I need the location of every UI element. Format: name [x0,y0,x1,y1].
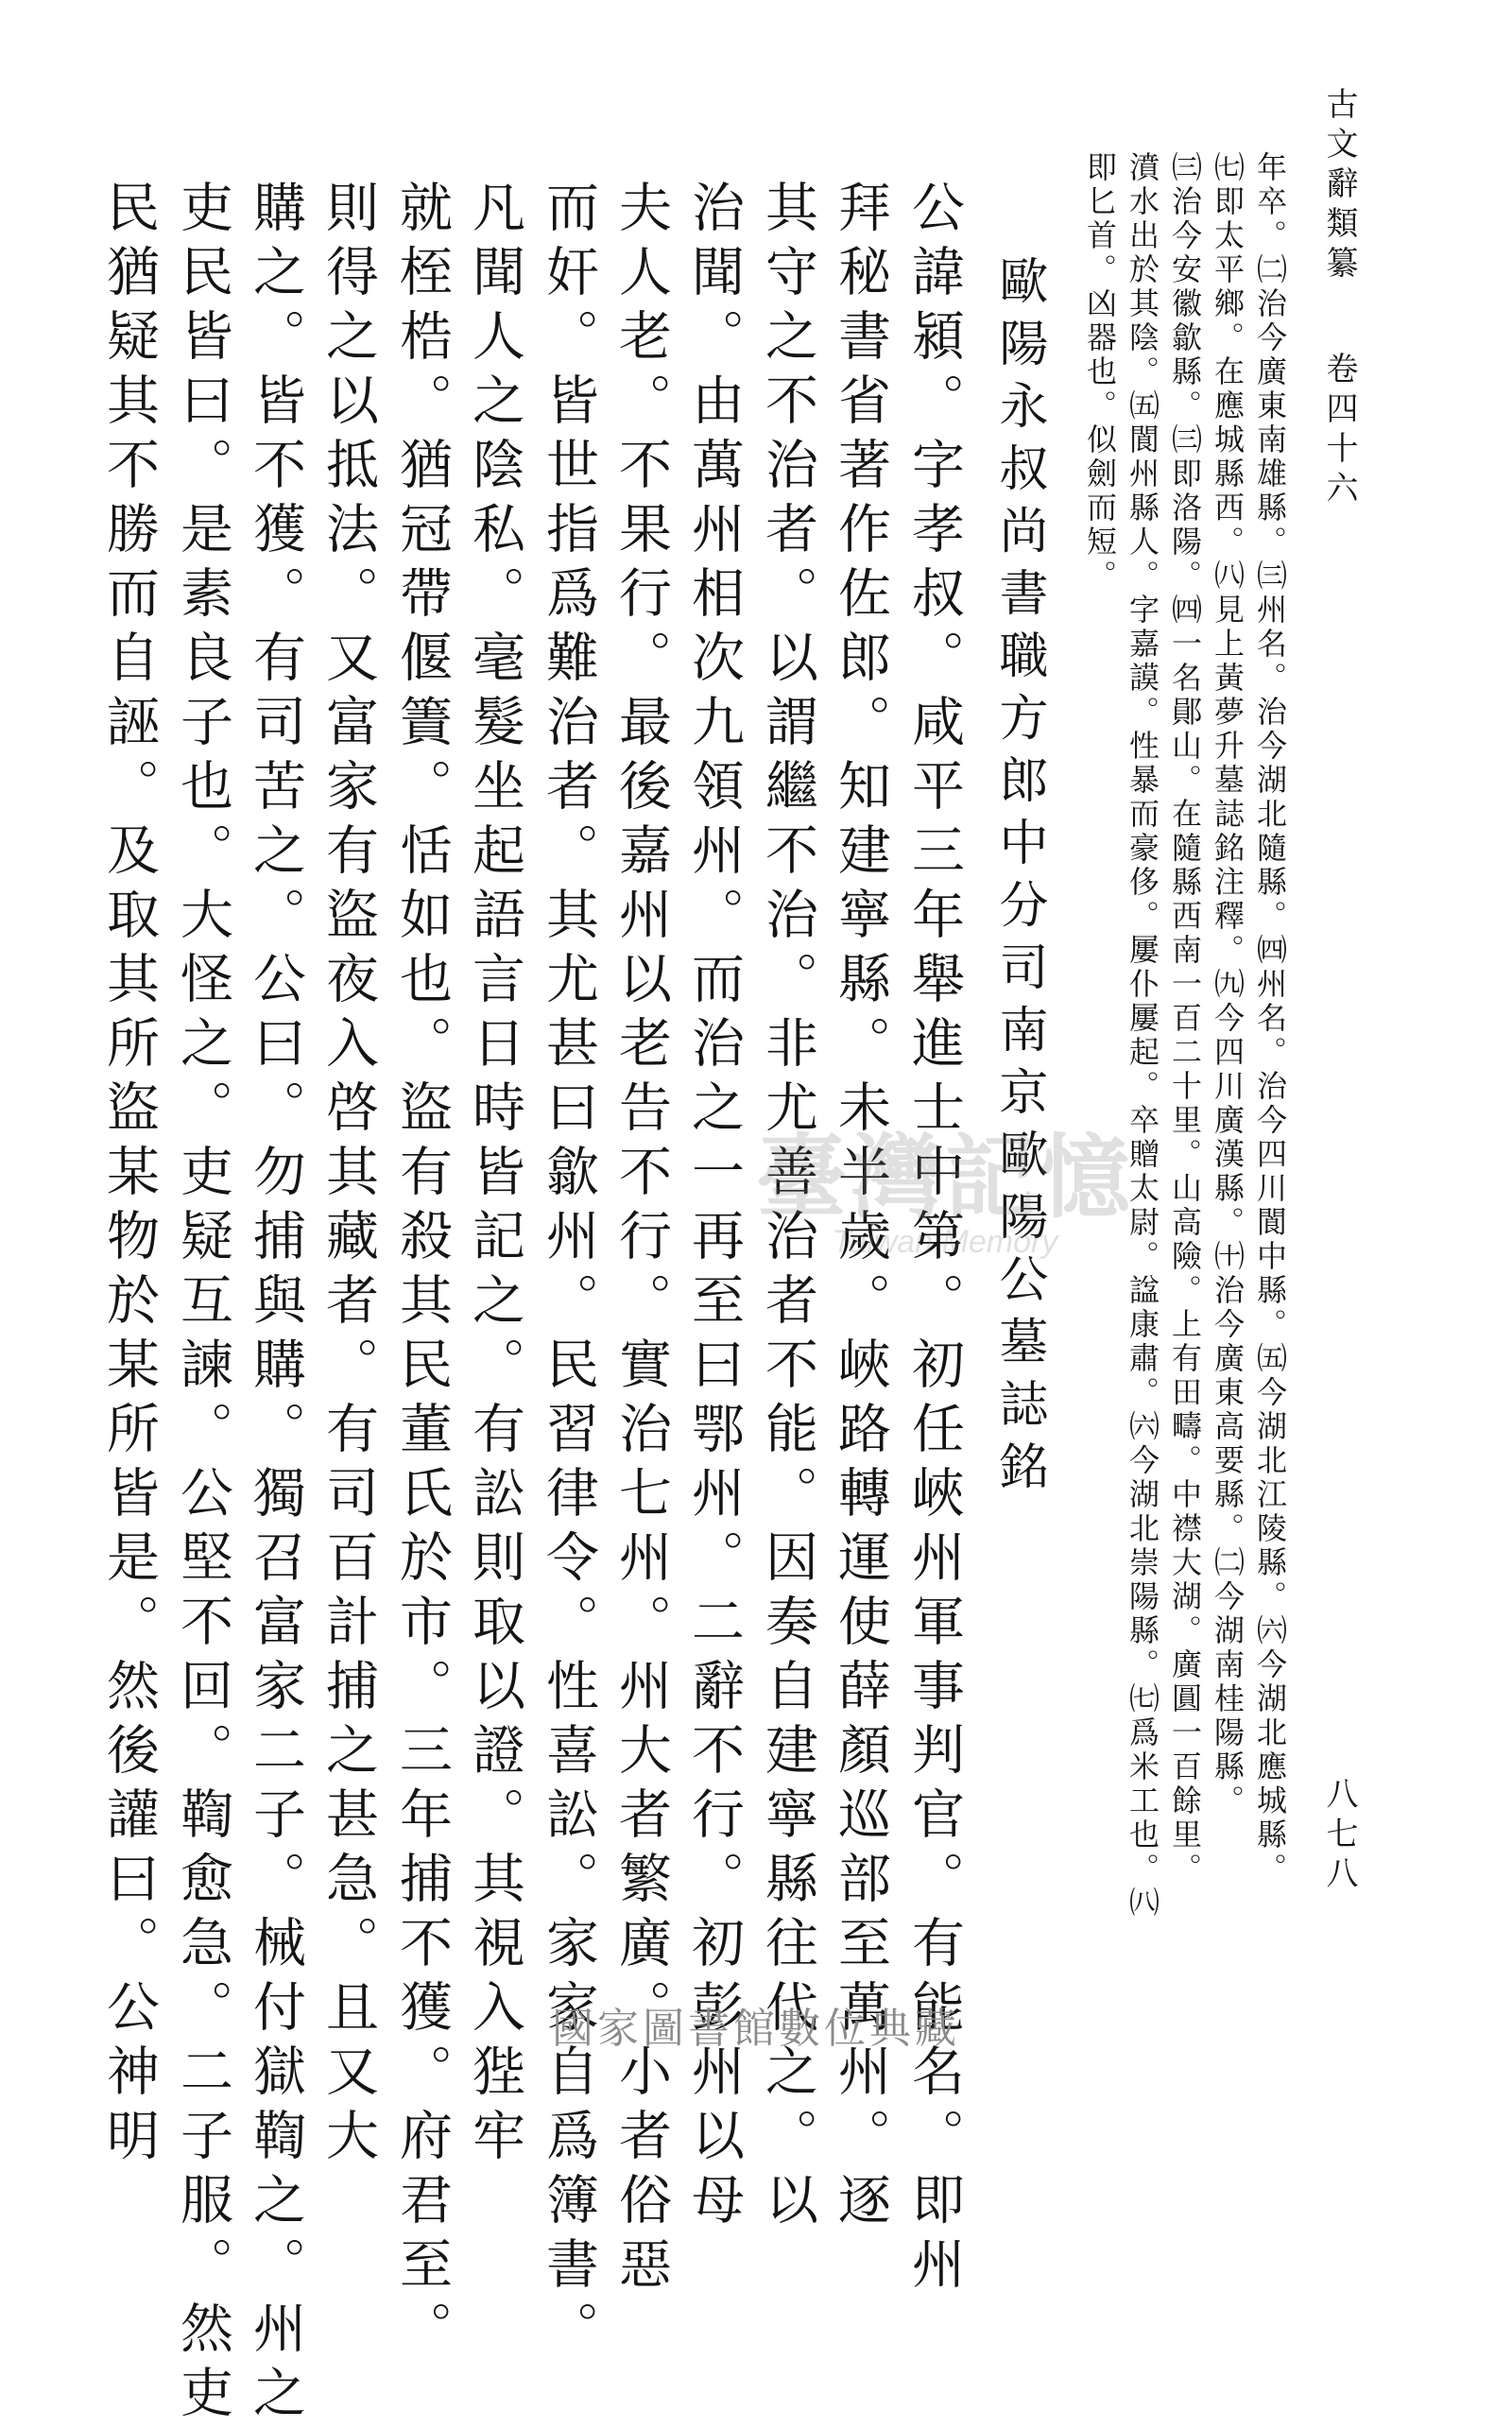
body-column: 就桎梏。猶冠帶偃簀。恬如也。盜有殺其民董氏於市。三年捕不獲。府君至。 [391,180,453,2365]
page-header-title: 古文辭類纂 [1320,87,1358,285]
page-header-volume: 卷四十六 [1320,352,1358,510]
body-column: 其守之不治者。以謂繼不治。非尤善治者不能。因奏自建寧縣往代之。以 [757,180,818,2236]
note-column: 年卒。㈡治今廣東南雄縣。㈢州名。治今湖北隨縣。㈣州名。治今四川閬中縣。㈤今湖北江陵縣。㈥今湖北應城縣。 [1252,151,1288,1886]
body-column: 凡聞人之陰私。毫髮坐起語言日時皆記之。有訟則取以證。其視入狴牢 [464,180,525,2172]
note-column: ㈦即太平鄉。在應城縣西。㈧見上黃夢升墓誌銘注釋。㈨今四川廣漢縣。㈩治今廣東高要縣。㈡今湖南桂陽縣。 [1210,151,1246,1818]
page-header-page-number: 八七八 [1320,1777,1358,1896]
body-column: 而奸。皆世指爲難治者。其尤甚曰歙州。民習律令。性喜訟。家家自爲簿書。 [538,180,599,2365]
watermark-latin: Taiwan Memory [832,1224,1058,1260]
note-column: 即匕首。凶器也。似劍而短。 [1082,151,1118,594]
article-heading: 歐陽永叔尚書職方郎中分司南京歐陽公墓誌銘 [990,255,1047,1503]
watermark-cjk: 臺灣記憶 [756,1124,1134,1231]
body-column: 治聞。由萬州相次九領州。而治之一再至曰鄂州。二辭不行。初彭州以母 [683,180,745,2236]
body-column: 購之。皆不獲。有司苦之。公曰。勿捕與購。獨召富家二子。械付獄鞫之。州之 [245,180,306,2429]
footer-source: 國家圖書館數位典藏 [552,2005,960,2053]
body-column: 吏民皆曰。是素良子也。大怪之。吏疑互諫。公堅不回。鞫愈急。二子服。然吏 [172,180,233,2429]
body-column: 民猶疑其不勝而自誣。及取其所盜某物於某所皆是。然後讙曰。公神明 [98,180,160,2172]
body-column: 夫人老。不果行。最後嘉州以老告不行。實治七州。州大者繁廣。小者俗惡 [610,180,672,2300]
body-column: 拜秘書省著作佐郎。知建寧縣。未半歲。峽路轉運使薛顏巡部至萬州。逐 [830,180,891,2236]
note-column: ㈢治今安徽歙縣。㈢即洛陽。㈣一名鄖山。在隨縣西南一百二十里。山高險。上有田疇。中襟大湖。廣圓一百餘里。 [1167,151,1203,1886]
note-column: 濆水出於其陰。㈤閬州縣人。字嘉謨。性暴而豪侈。屢仆屢起。卒贈太尉。諡康肅。㈥今湖北崇陽縣。㈦爲米工也。㈧ [1125,151,1160,1921]
body-column: 公諱潁。字孝叔。咸平三年舉進士中第。初任峽州軍事判官。有能名。即州 [903,180,965,2300]
body-column: 則得之以抵法。又富家有盜夜入啓其藏者。有司百計捕之甚急。且又大 [318,180,379,2172]
watermark [756,1106,1134,1261]
